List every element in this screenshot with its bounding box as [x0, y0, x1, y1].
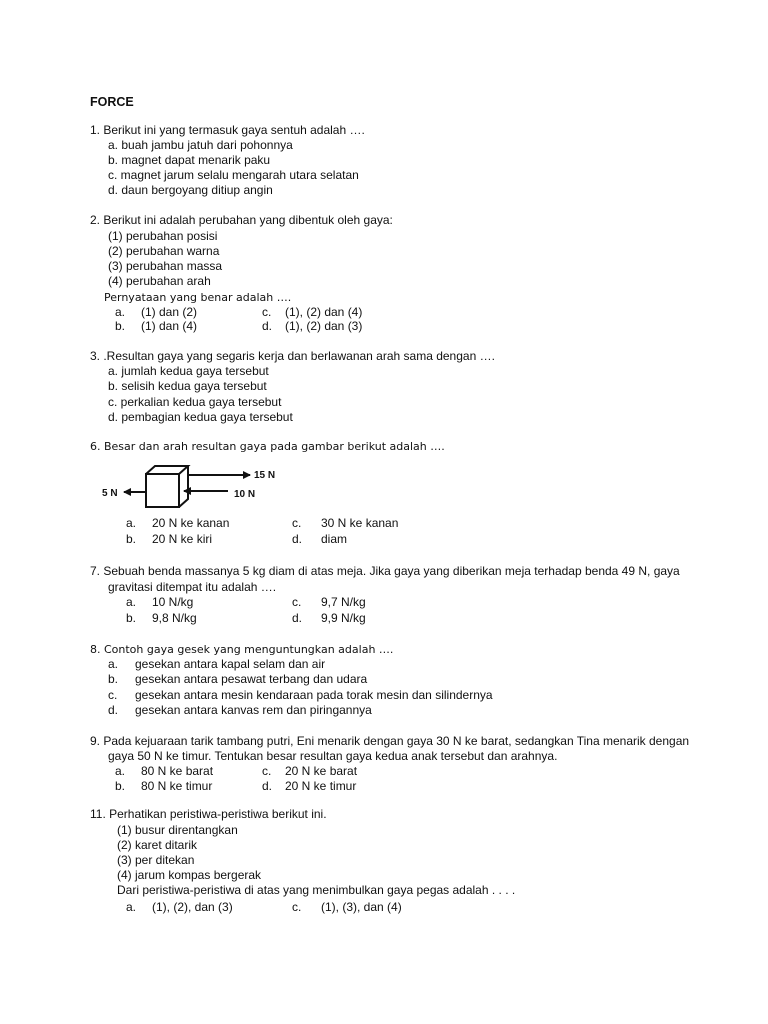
option-b-letter: b.: [126, 611, 137, 625]
option-a-letter: a.: [126, 516, 137, 530]
option-a-text: gesekan antara kapal selam dan air: [135, 657, 326, 671]
question-text-line-1: 7. Sebuah benda massanya 5 kg diam di atas meja. Jika gaya yang diberikan meja terhadap benda 49 N, gaya: [90, 564, 680, 578]
option-a-letter: a.: [115, 764, 126, 778]
option-d-text: 20 N ke timur: [285, 779, 357, 793]
option-b-letter: b.: [115, 779, 126, 793]
option-a-letter: a.: [126, 595, 137, 609]
question-text: 6. Besar dan arah resultan gaya pada gambar berikut adalah ….: [90, 440, 445, 453]
cube-icon: [146, 466, 188, 507]
option-d: d. daun bergoyang ditiup angin: [108, 183, 273, 197]
option-c-text: 20 N ke barat: [285, 764, 358, 778]
option-c-letter: c.: [262, 305, 272, 319]
option-a-text: (1), (2), dan (3): [152, 900, 233, 914]
list-item: (4) jarum kompas bergerak: [117, 868, 262, 882]
option-a-text: 20 N ke kanan: [152, 516, 230, 530]
option-a-letter: a.: [115, 305, 126, 319]
force-diagram: [100, 462, 290, 514]
option-d-letter: d.: [262, 779, 273, 793]
list-item: (3) perubahan massa: [108, 259, 223, 273]
option-c-text: (1), (3), dan (4): [321, 900, 402, 914]
force-label-15n: 15 N: [254, 470, 276, 481]
question-text: 2. Berikut ini adalah perubahan yang dibentuk oleh gaya:: [90, 213, 393, 227]
option-a-letter: a.: [108, 657, 119, 671]
option-c-letter: c.: [108, 688, 118, 702]
question-text: 1. Berikut ini yang termasuk gaya sentuh adalah ….: [90, 123, 365, 137]
option-c: c. magnet jarum selalu mengarah utara selatan: [108, 168, 359, 182]
option-c-text: gesekan antara mesin kendaraan pada torak mesin dan silindernya: [135, 688, 493, 702]
list-item: (3) per ditekan: [117, 853, 195, 867]
option-d-letter: d.: [262, 319, 273, 333]
option-c-text: (1), (2) dan (4): [285, 305, 363, 319]
question-text-line-2: gaya 50 N ke timur. Tentukan besar resultan gaya kedua anak tersebut dan arahnya.: [108, 749, 558, 763]
force-label-10n: 10 N: [234, 489, 256, 500]
option-d-letter: d.: [292, 611, 303, 625]
option-a-text: (1) dan (2): [141, 305, 198, 319]
list-item: (1) perubahan posisi: [108, 229, 218, 243]
option-b-letter: b.: [108, 672, 119, 686]
option-d-text: gesekan antara kanvas rem dan piringannya: [135, 703, 372, 717]
question-text-line-1: 9. Pada kejuaraan tarik tambang putri, Eni menarik dengan gaya 30 N ke barat, sedangkan Tina menarik dengan: [90, 734, 690, 748]
list-item: (1) busur direntangkan: [117, 823, 238, 837]
option-b-text: 9,8 N/kg: [152, 611, 197, 625]
option-a-letter: a.: [126, 900, 137, 914]
option-a-text: 10 N/kg: [152, 595, 194, 609]
option-b: b. selisih kedua gaya tersebut: [108, 379, 267, 393]
question-text: 11. Perhatikan peristiwa-peristiwa berikut ini.: [90, 807, 327, 821]
option-b-text: 20 N ke kiri: [152, 532, 213, 546]
option-c-letter: c.: [292, 595, 302, 609]
option-d-text: 9,9 N/kg: [321, 611, 366, 625]
option-d-text: (1), (2) dan (3): [285, 319, 363, 333]
force-label-5n: 5 N: [102, 488, 118, 499]
option-d-letter: d.: [292, 532, 303, 546]
option-a-text: 80 N ke barat: [141, 764, 214, 778]
option-b-letter: b.: [126, 532, 137, 546]
page-title: FORCE: [90, 95, 134, 109]
option-a: a. jumlah kedua gaya tersebut: [108, 364, 269, 378]
list-item: (2) karet ditarik: [117, 838, 198, 852]
list-item: (2) perubahan warna: [108, 244, 220, 258]
option-b: b. magnet dapat menarik paku: [108, 153, 271, 167]
option-a: a. buah jambu jatuh dari pohonnya: [108, 138, 293, 152]
option-c-letter: c.: [292, 900, 302, 914]
option-d: d. pembagian kedua gaya tersebut: [108, 410, 293, 424]
option-d-letter: d.: [108, 703, 119, 717]
option-c: c. perkalian kedua gaya tersebut: [108, 395, 282, 409]
statement-text: Pernyataan yang benar adalah ….: [104, 291, 292, 304]
option-b-text: 80 N ke timur: [141, 779, 213, 793]
statement-text: Dari peristiwa-peristiwa di atas yang menimbulkan gaya pegas adalah . . . .: [117, 883, 516, 897]
option-d-text: diam: [321, 532, 348, 546]
option-c-text: 9,7 N/kg: [321, 595, 366, 609]
question-text-line-2: gravitasi ditempat itu adalah ….: [108, 580, 277, 594]
option-b-text: gesekan antara pesawat terbang dan udara: [135, 672, 368, 686]
option-b-text: (1) dan (4): [141, 319, 198, 333]
question-text: 3. .Resultan gaya yang segaris kerja dan berlawanan arah sama dengan ….: [90, 349, 495, 363]
option-c-text: 30 N ke kanan: [321, 516, 399, 530]
list-item: (4) perubahan arah: [108, 274, 211, 288]
option-c-letter: c.: [292, 516, 302, 530]
question-text: 8. Contoh gaya gesek yang menguntungkan adalah ….: [90, 643, 394, 656]
option-c-letter: c.: [262, 764, 272, 778]
option-b-letter: b.: [115, 319, 126, 333]
